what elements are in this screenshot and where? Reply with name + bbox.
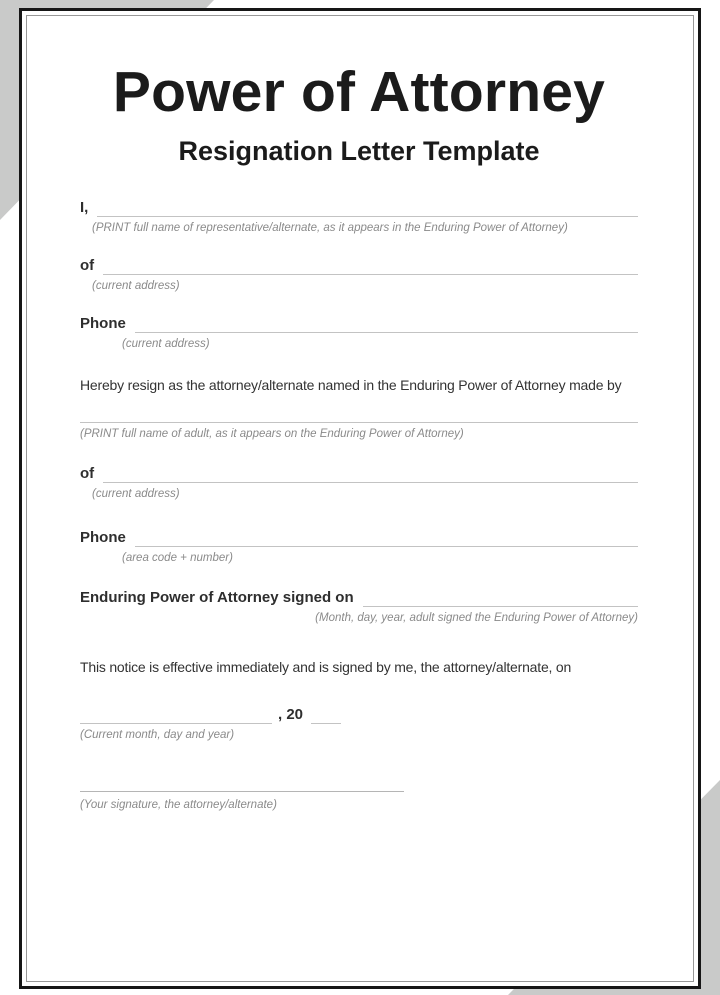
adult-address-line[interactable] — [103, 465, 638, 483]
representative-name-label: I, — [80, 198, 89, 216]
adult-address-label: of — [80, 464, 95, 482]
adult-name-line[interactable] — [80, 408, 638, 423]
effective-statement: This notice is effective immediately and is signed by me, the attorney/alternate, on — [80, 658, 572, 675]
document-content — [27, 16, 693, 981]
representative-name-line[interactable] — [97, 199, 638, 217]
signature-hint: (Your signature, the attorney/alternate) — [80, 798, 277, 811]
field-representative-phone — [80, 315, 638, 333]
page-frame — [19, 8, 701, 989]
representative-phone-line[interactable] — [135, 315, 638, 333]
page-subtitle: Resignation Letter Template — [178, 136, 540, 166]
signature-date-year-line[interactable] — [311, 705, 341, 724]
page-title: Power of Attorney — [112, 60, 606, 124]
epa-signed-on-hint: (Month, day, year, adult signed the Enduring Power of Attorney) — [315, 611, 638, 624]
representative-phone-hint: (current address) — [122, 337, 210, 350]
adult-phone-label: Phone — [80, 528, 126, 546]
epa-signed-on-line[interactable] — [363, 589, 638, 607]
representative-address-label: of — [80, 256, 95, 274]
field-epa-signed-on — [80, 589, 638, 607]
signature-date-year-prefix: , 20 — [278, 705, 304, 723]
adult-phone-line[interactable] — [135, 529, 638, 547]
representative-phone-label: Phone — [80, 314, 126, 332]
adult-address-hint: (current address) — [92, 487, 180, 500]
field-adult-phone — [80, 529, 638, 547]
field-representative-address — [80, 257, 638, 275]
field-adult-address — [80, 465, 638, 483]
field-representative-name — [80, 199, 638, 217]
adult-name-hint: (PRINT full name of adult, as it appears on the Enduring Power of Attorney) — [80, 427, 464, 440]
representative-address-line[interactable] — [103, 257, 638, 275]
page-frame-inner — [26, 15, 694, 982]
adult-phone-hint: (area code + number) — [122, 551, 233, 564]
representative-address-hint: (current address) — [92, 279, 180, 292]
field-signature-date — [80, 706, 638, 724]
epa-signed-on-label: Enduring Power of Attorney signed on — [80, 588, 354, 606]
signature-line[interactable] — [80, 777, 404, 792]
signature-date-hint: (Current month, day and year) — [80, 728, 235, 741]
resignation-statement: Hereby resign as the attorney/alternate named in the Enduring Power of Attorney made by — [80, 376, 622, 393]
representative-name-hint: (PRINT full name of representative/alternate, as it appears in the Enduring Power of Attorney) — [92, 221, 568, 234]
signature-date-line[interactable] — [80, 705, 272, 724]
